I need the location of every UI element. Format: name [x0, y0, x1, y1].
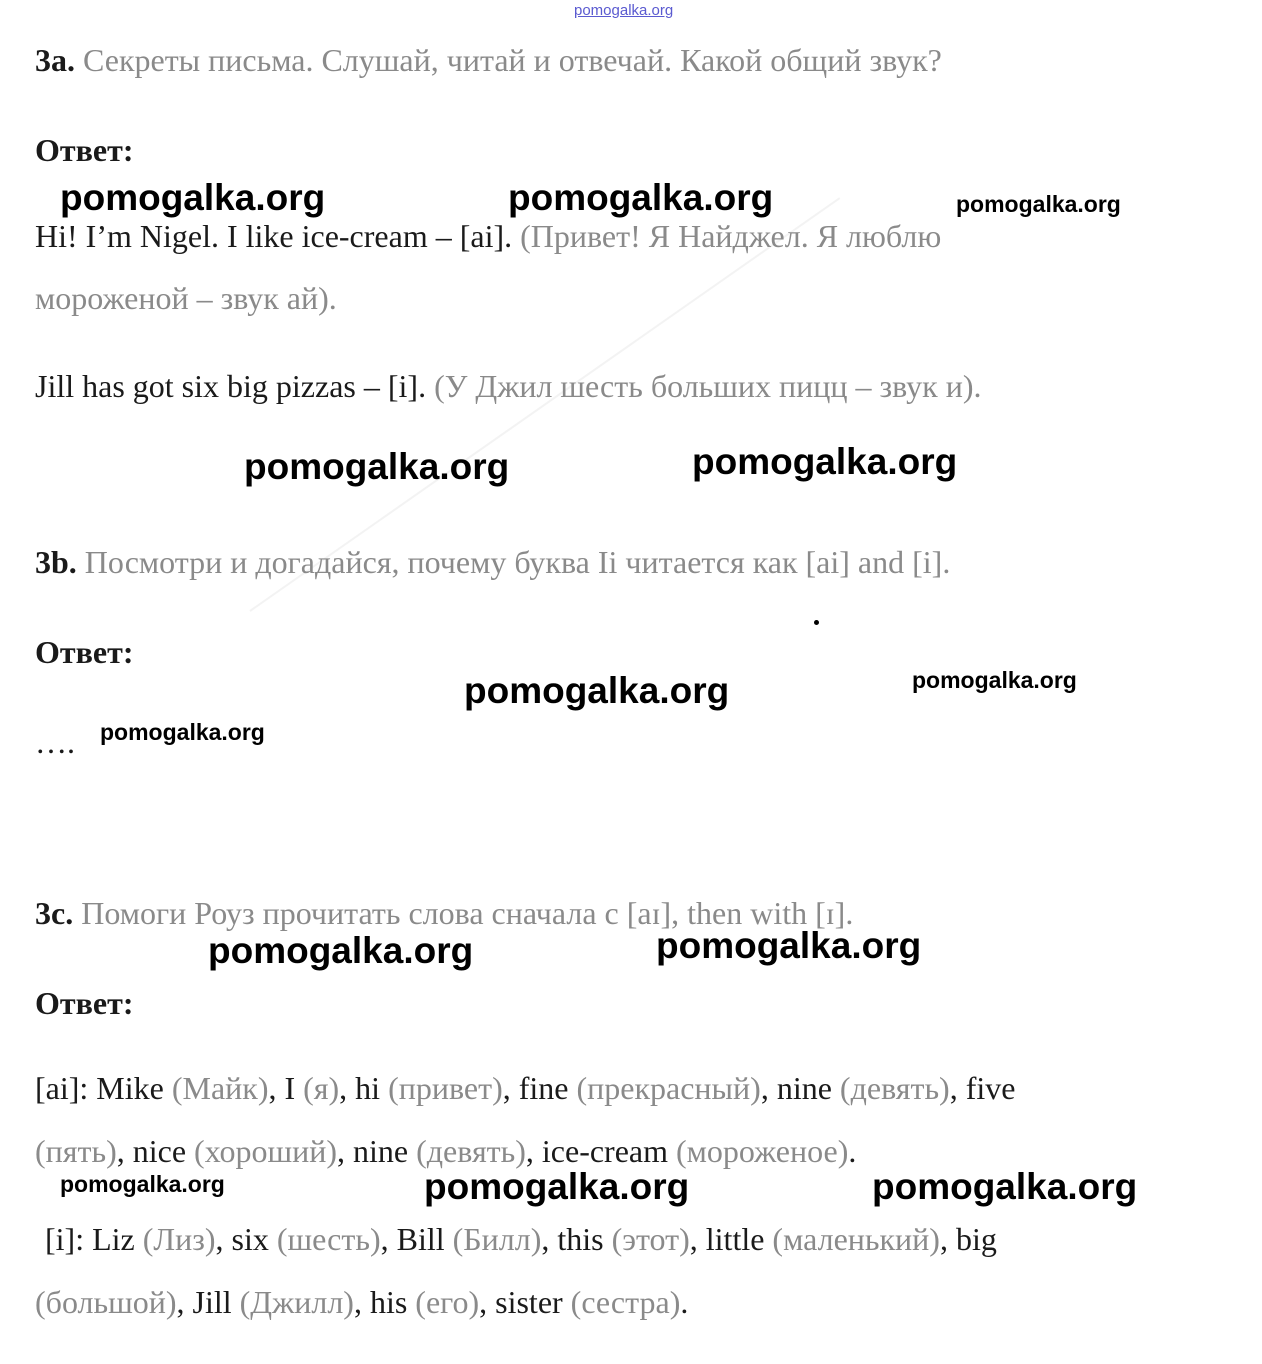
word-ru: (пять) [35, 1133, 117, 1169]
word-ru: (Билл) [452, 1221, 542, 1257]
sound-prefix: [i]: [45, 1221, 85, 1257]
word-ru: (его) [415, 1284, 480, 1320]
english-text: Jill has got six big pizzas – [i]. [35, 368, 427, 404]
word-en: Mike [96, 1070, 164, 1106]
word-ru: (этот) [611, 1221, 690, 1257]
russian-text: мороженой – звук ай). [35, 280, 337, 316]
answer-ellipsis: …. [35, 724, 75, 760]
watermark: pomogalka.org [60, 177, 326, 218]
top-watermark-link[interactable]: pomogalka.org [574, 2, 674, 19]
word-ru: (шесть) [276, 1221, 381, 1257]
i-words-line-2: (большой), Jill (Джилл), his (его), sister (сестра). [35, 1284, 689, 1320]
watermark: pomogalka.org [244, 446, 510, 487]
word-en: I [284, 1070, 296, 1106]
word-en: Liz [92, 1221, 135, 1257]
word-ru: (Джилл) [239, 1284, 354, 1320]
answer-label: Ответ: [35, 132, 134, 168]
word-ru: (привет) [388, 1070, 503, 1106]
word-ru: (прекрасный) [576, 1070, 761, 1106]
watermark: pomogalka.org [424, 1166, 690, 1207]
answer-label: Ответ: [35, 985, 134, 1021]
word-en: Bill [396, 1221, 445, 1257]
task-3b-heading [35, 546, 950, 578]
word-en: fine [518, 1070, 569, 1106]
watermark: pomogalka.org [872, 1166, 1138, 1207]
english-text: Hi! I’m Nigel. I like ice-cream – [ai]. [35, 218, 513, 254]
task-number: 3b. [35, 544, 77, 580]
word-ru: (Лиз) [142, 1221, 216, 1257]
word-ru: (мороженое) [676, 1133, 849, 1169]
answer-label: Ответ: [35, 634, 134, 670]
word-ru: (девять) [839, 1070, 950, 1106]
word-en: nine [776, 1070, 832, 1106]
word-ru: (сестра) [570, 1284, 681, 1320]
word-en: six [231, 1221, 269, 1257]
russian-text: (Привет! Я Найджел. Я люблю [520, 218, 942, 254]
task-number: 3a. [35, 42, 75, 78]
ai-words-line-2: (пять), nice (хороший), nine (девять), ice-cream (мороженое). [35, 1133, 857, 1169]
answer-line [35, 220, 941, 252]
watermark: pomogalka.org [912, 667, 1077, 693]
stray-dot [814, 620, 819, 625]
word-en: this [557, 1221, 604, 1257]
word-ru: (я) [303, 1070, 340, 1106]
watermark: pomogalka.org [60, 1171, 225, 1197]
watermark: pomogalka.org [208, 930, 474, 971]
word-en: sister [495, 1284, 563, 1320]
task-instruction: Секреты письма. Слушай, читай и отвечай. Какой общий звук? [83, 42, 942, 78]
word-ru: (маленький) [772, 1221, 940, 1257]
watermark: pomogalka.org [656, 925, 922, 966]
task-instruction: Посмотри и догадайся, почему буква Ii читается как [ai] and [i]. [84, 544, 951, 580]
watermark: pomogalka.org [956, 191, 1121, 217]
word-en: hi [355, 1070, 381, 1106]
word-ru: (большой) [35, 1284, 177, 1320]
word-en: five [965, 1070, 1016, 1106]
i-words-line-1: [i]: Liz (Лиз), six (шесть), Bill (Билл), this (этот), little (маленький), big [45, 1221, 997, 1257]
word-ru: (хороший) [194, 1133, 338, 1169]
word-en: big [955, 1221, 997, 1257]
task-number: 3c. [35, 895, 74, 931]
sound-prefix: [ai]: [35, 1070, 89, 1106]
word-en: ice-cream [541, 1133, 668, 1169]
answer-line [35, 370, 982, 402]
russian-text: (У Джил шесть больших пицц – звук и). [434, 368, 982, 404]
watermark: pomogalka.org [692, 441, 958, 482]
watermark: pomogalka.org [508, 177, 774, 218]
word-en: nice [132, 1133, 187, 1169]
task-3a-heading [35, 44, 942, 76]
word-en: his [369, 1284, 408, 1320]
word-ru: (Майк) [171, 1070, 269, 1106]
watermark: pomogalka.org [464, 670, 730, 711]
word-en: little [705, 1221, 765, 1257]
task-instruction: Помоги Роуз прочитать слова сначала с [aɪ], then with [ɪ]. [81, 895, 854, 931]
word-en: nine [353, 1133, 409, 1169]
watermark: pomogalka.org [100, 719, 265, 745]
word-ru: (девять) [416, 1133, 526, 1169]
word-en: Jill [192, 1284, 232, 1320]
ai-words-line-1: [ai]: Mike (Майк), I (я), hi (привет), fine (прекрасный), nine (девять), five [35, 1070, 1016, 1106]
